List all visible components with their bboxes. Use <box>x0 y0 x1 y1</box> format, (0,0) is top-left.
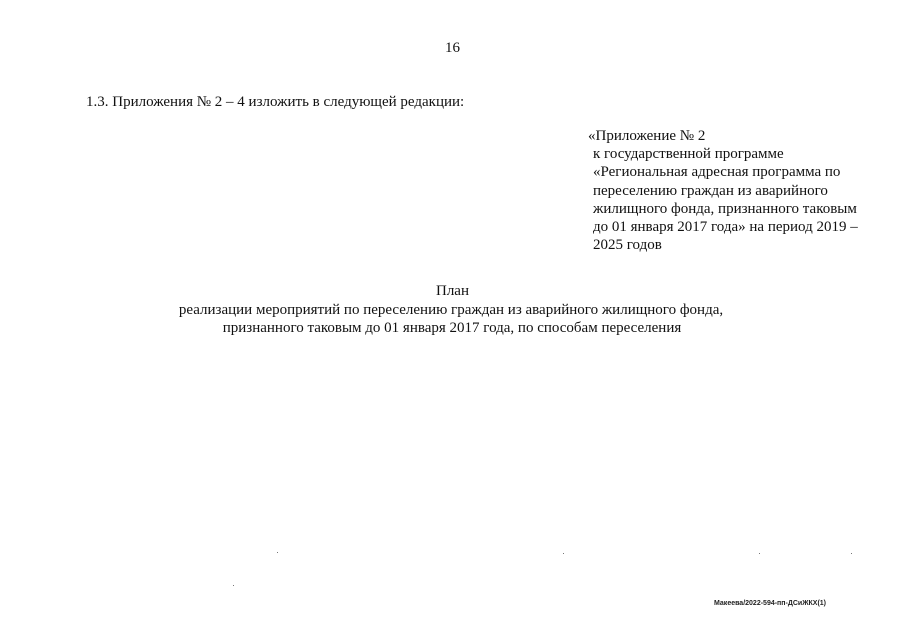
page-number: 16 <box>445 40 460 56</box>
scan-speck <box>277 552 278 553</box>
appendix-line: к государственной программе <box>593 146 784 163</box>
plan-title: План <box>435 283 469 299</box>
appendix-line: жилищного фонда, признанного таковым <box>593 200 857 217</box>
appendix-line: «Приложение № 2 <box>588 128 706 144</box>
amendment-instruction: 1.3. Приложения № 2 – 4 изложить в следующей редакции: <box>86 94 465 110</box>
scan-speck <box>851 553 852 554</box>
appendix-line: 2025 годов <box>593 237 662 254</box>
plan-subtitle-line: признанного таковым до 01 января 2017 года, по способам переселения <box>222 320 682 336</box>
appendix-line: до 01 января 2017 года» на период 2019 – <box>593 219 858 236</box>
plan-subtitle-line: реализации мероприятий по переселению граждан из аварийного жилищного фонда, <box>178 301 724 318</box>
scan-speck <box>563 553 564 554</box>
scan-speck <box>233 585 234 586</box>
appendix-line: «Региональная адресная программа по <box>593 164 841 181</box>
document-reference: Макеева/2022-594-пп-ДСиЖКХ(1) <box>714 600 827 607</box>
appendix-line: переселению граждан из аварийного <box>593 182 828 199</box>
scan-speck <box>759 553 760 554</box>
appendix-header <box>588 127 858 254</box>
plan-heading <box>0 282 905 338</box>
